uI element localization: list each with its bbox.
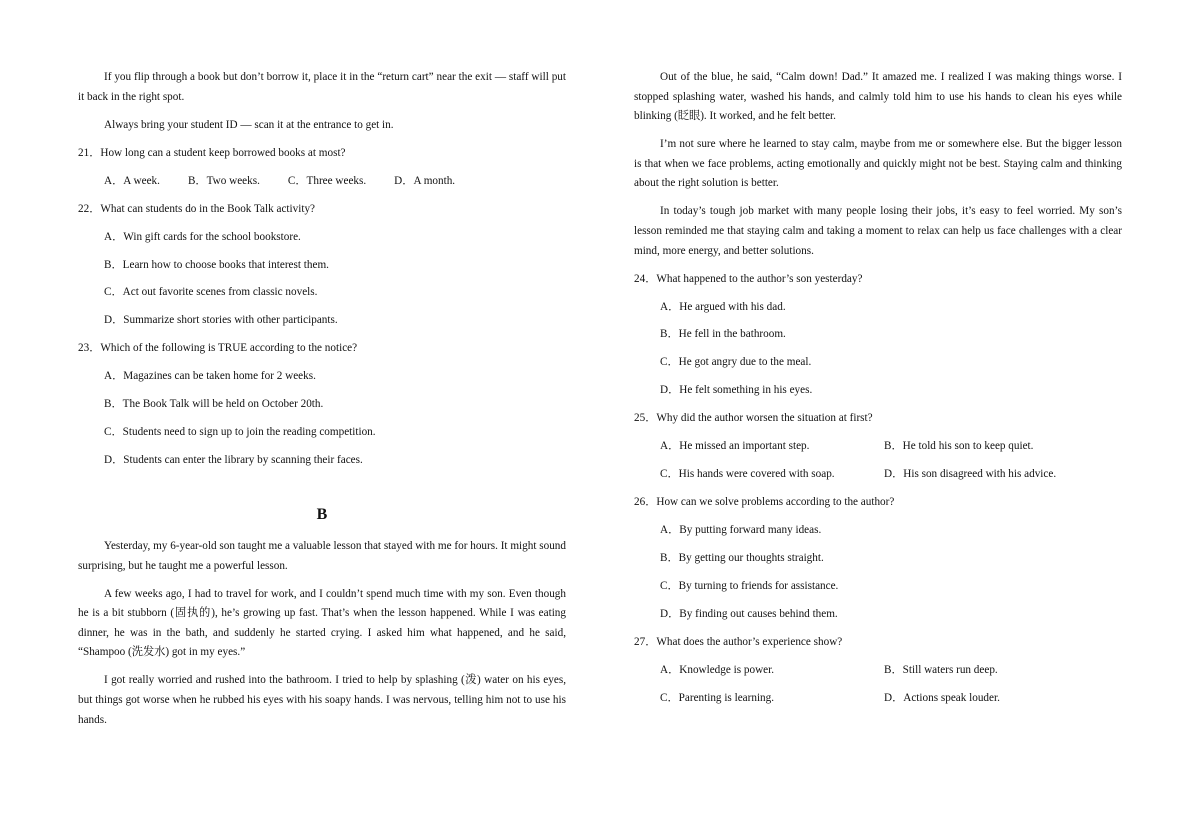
options-row [104,172,566,192]
option-d: D．By finding out causes behind them. [660,608,838,621]
question-22 [78,200,566,332]
left-column [78,68,566,739]
option-b: B．He told his son to keep quiet. [884,440,1034,453]
option-c: C．He got angry due to the meal. [660,356,812,369]
option-b: B．By getting our thoughts straight. [660,552,824,565]
option-b: B．Still waters run deep. [884,664,998,677]
options-row [660,689,1122,709]
option-d: D．A month. [394,174,456,187]
question-27 [634,633,1122,709]
options-row [660,437,1122,457]
question-stem: 27．What does the author’s experience show? [634,636,843,649]
option-a: A．He argued with his dad. [660,300,786,313]
passage-paragraph: A few weeks ago, I had to travel for work, and I couldn’t spend much time with my son. Even though he is a bit stubborn (固执的), he’s growing up fast. That’s when the lesson happened. While I was eating dinner, he was in the bath, and suddenly he started crying. I asked him what happened, and he said, “Shampoo (洗发水) got in my eyes.” [78,587,566,659]
option-a: A．By putting forward many ideas. [660,524,822,537]
option-a: A．Magazines can be taken home for 2 weeks. [104,370,316,383]
section-title: B [316,505,328,523]
passage-paragraph: I’m not sure where he learned to stay calm, maybe from me or somewhere else. But the bigger lesson is that when we face problems, acting emotionally and quickly might not be best. Staying calm and thinking about the right solution is better. [634,138,1122,190]
right-column [634,68,1122,717]
option-d: D．Students can enter the library by scanning their faces. [104,454,363,467]
question-stem: 23．Which of the following is TRUE according to the notice? [78,342,358,355]
option-c: C．Three weeks. [287,174,367,187]
option-a: A．Knowledge is power. [660,664,775,677]
option-b: B．Two weeks. [187,174,260,187]
question-26 [634,493,1122,625]
passage-paragraph: Yesterday, my 6-year-old son taught me a valuable lesson that stayed with me for hours. It might sound surprising, but he taught me a powerful lesson. [78,539,566,572]
question-21 [78,144,566,192]
option-c: C．By turning to friends for assistance. [660,580,839,593]
question-stem: 22．What can students do in the Book Talk activity? [78,202,316,215]
option-b: B．Learn how to choose books that interest them. [104,258,329,271]
passage-paragraph: In today’s tough job market with many people losing their jobs, it’s easy to feel worried. My son’s lesson reminded me that staying calm and taking a moment to relax can help us face challenges with a clear mind, more energy, and better solutions. [634,205,1122,257]
question-stem: 21．How long can a student keep borrowed books at most? [78,146,346,159]
options-row [660,465,1122,485]
option-b: B．The Book Talk will be held on October 20th. [104,398,324,411]
option-d: D．His son disagreed with his advice. [884,468,1057,481]
option-a: A．A week. [104,174,160,187]
option-d: D．Summarize short stories with other participants. [104,314,338,327]
question-25 [634,409,1122,485]
notice-paragraph: If you flip through a book but don’t borrow it, place it in the “return cart” near the exit — staff will put it back in the right spot. [78,71,566,103]
option-c: C．Parenting is learning. [660,692,775,705]
option-d: D．He felt something in his eyes. [660,384,813,397]
passage-paragraph: Out of the blue, he said, “Calm down! Dad.” It amazed me. I realized I was making things worse. I stopped splashing water, washed his hands, and calmly told him to use his hands to clean his eyes while blinking (眨眼). It worked, and he felt better. [634,71,1122,123]
question-23 [78,339,566,471]
notice-paragraph: Always bring your student ID — scan it at the entrance to get in. [104,118,394,131]
question-24 [634,270,1122,402]
passage-paragraph: I got really worried and rushed into the bathroom. I tried to help by splashing (泼) water on his eyes, but things got worse when he rubbed his eyes with his soapy hands. I was nervous, telling him not to use his hands. [78,674,566,726]
question-stem: 25．Why did the author worsen the situation at first? [634,412,873,425]
option-b: B．He fell in the bathroom. [660,328,786,341]
question-stem: 26．How can we solve problems according to the author? [634,496,895,509]
question-stem: 24．What happened to the author’s son yesterday? [634,272,863,285]
option-c: C．His hands were covered with soap. [660,468,835,481]
option-c: C．Act out favorite scenes from classic novels. [104,286,318,299]
options-row [660,661,1122,681]
option-a: A．He missed an important step. [660,440,810,453]
option-a: A．Win gift cards for the school bookstore. [104,230,301,243]
option-c: C．Students need to sign up to join the reading competition. [104,426,376,439]
option-d: D．Actions speak louder. [884,692,1000,705]
